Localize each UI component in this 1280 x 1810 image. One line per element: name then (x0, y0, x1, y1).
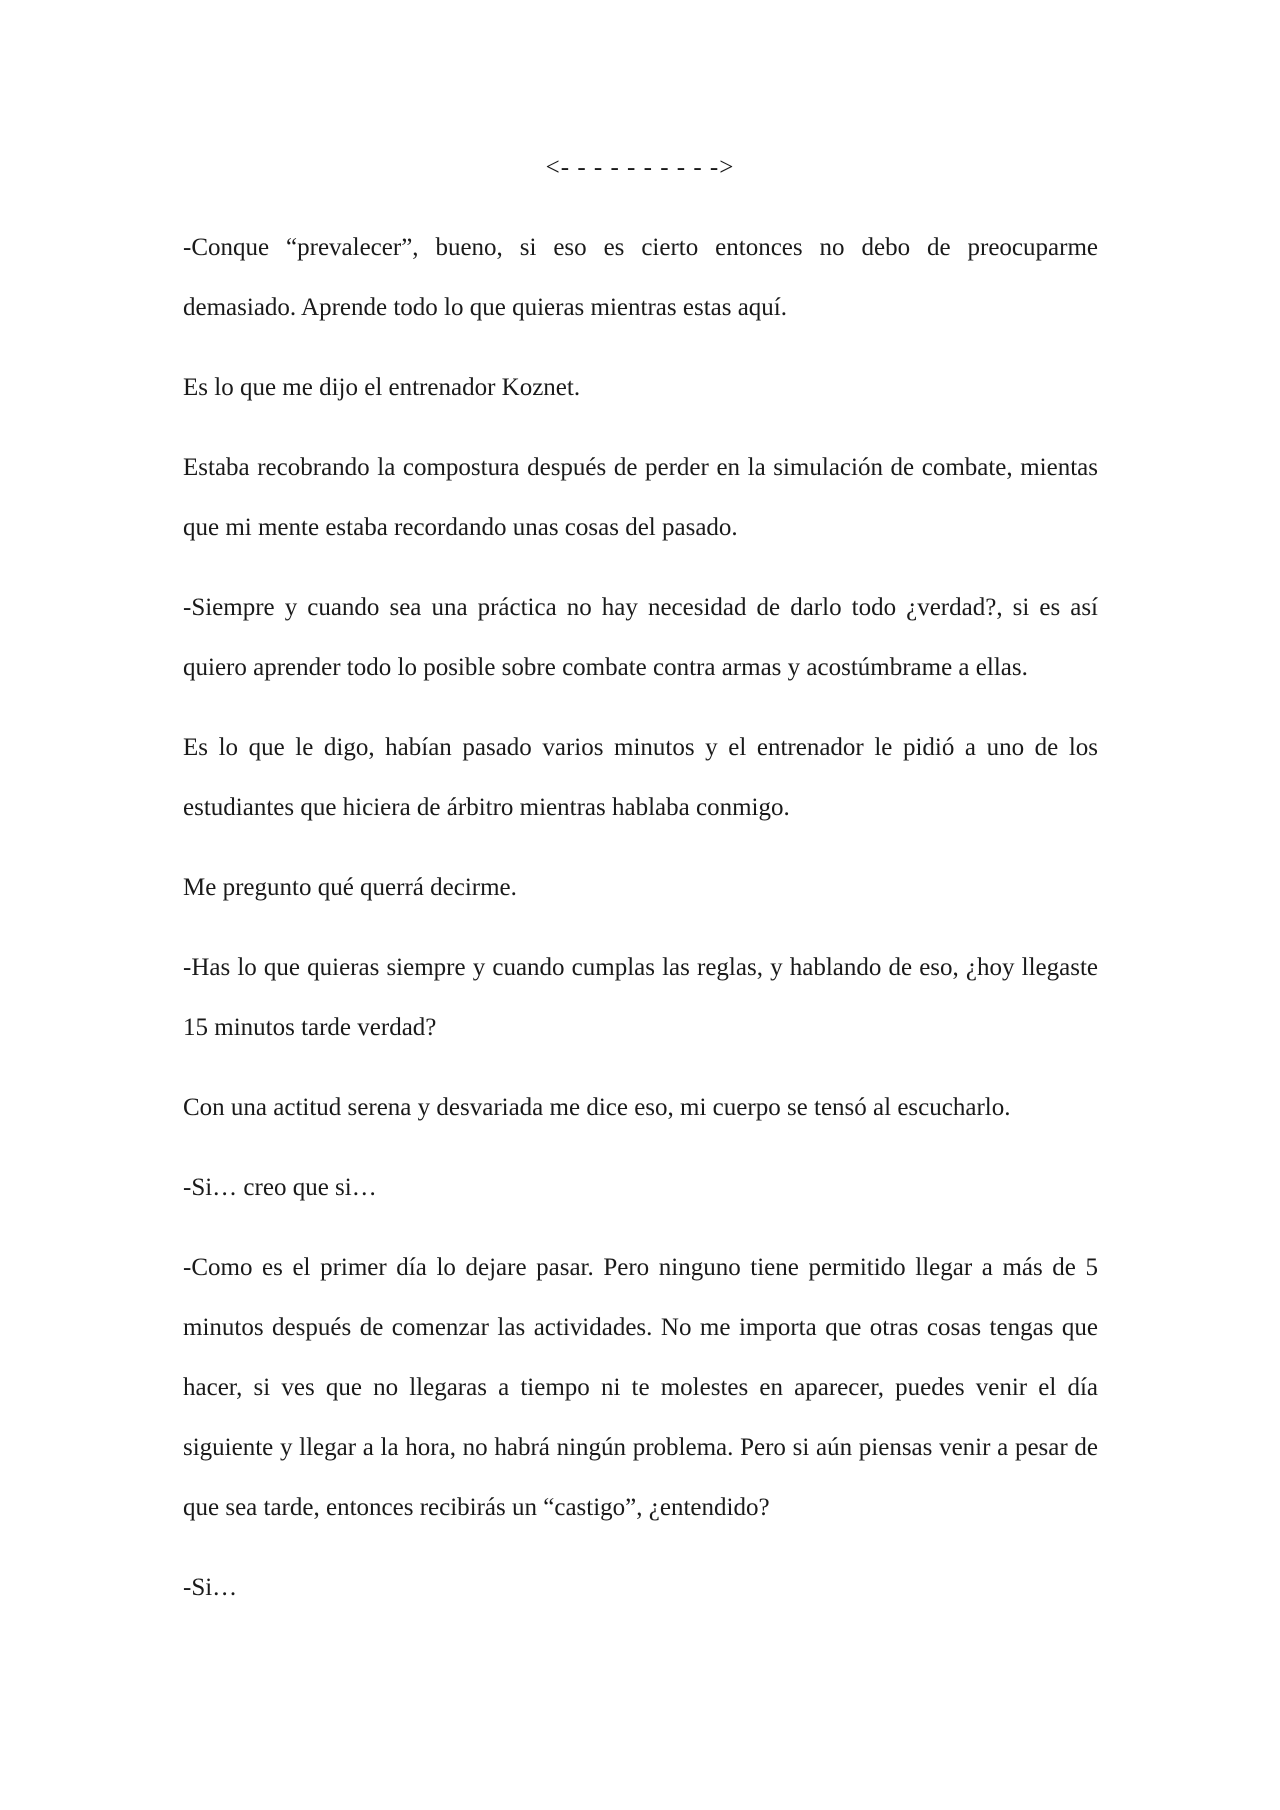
paragraph-10: -Como es el primer día lo dejare pasar. Pero ninguno tiene permitido llegar a más de 5 minutos después de comenzar las actividades. No me importa que otras cosas tengas que hacer, si ves que no llegaras a tiempo ni te molestes en aparecer, puedes venir el día siguiente y llegar a la hora, no habrá ningún problema. Pero si aún piensas venir a pesar de que sea tarde, entonces recibirás un “castigo”, ¿entendido? (183, 1254, 1098, 1521)
paragraph-8: Con una actitud serena y desvariada me dice eso, mi cuerpo se tensó al escucharlo. (183, 1094, 1011, 1121)
paragraph-5: Es lo que le digo, habían pasado varios minutos y el entrenador le pidió a uno de los estudiantes que hiciera de árbitro mientras hablaba conmigo. (183, 734, 1098, 821)
paragraph-1: -Conque “prevalecer”, bueno, si eso es cierto entonces no debo de preocuparme demasiado. Aprende todo lo que quieras mientras estas aquí. (183, 234, 1098, 321)
paragraph-9: -Si… creo que si… (183, 1174, 377, 1201)
paragraph-2: Es lo que me dijo el entrenador Koznet. (183, 374, 581, 401)
scene-separator: <- - - - - - - - - -> (545, 154, 735, 181)
paragraph-11: -Si… (183, 1574, 238, 1601)
paragraph-6: Me pregunto qué querrá decirme. (183, 874, 517, 901)
paragraph-7: -Has lo que quieras siempre y cuando cumplas las reglas, y hablando de eso, ¿hoy llegaste 15 minutos tarde verdad? (183, 954, 1098, 1041)
paragraph-3: Estaba recobrando la compostura después de perder en la simulación de combate, mientas que mi mente estaba recordando unas cosas del pasado. (183, 454, 1098, 541)
paragraph-4: -Siempre y cuando sea una práctica no hay necesidad de darlo todo ¿verdad?, si es así quiero aprender todo lo posible sobre combate contra armas y acostúmbrame a ellas. (183, 594, 1098, 681)
body-text (183, 218, 1098, 1638)
